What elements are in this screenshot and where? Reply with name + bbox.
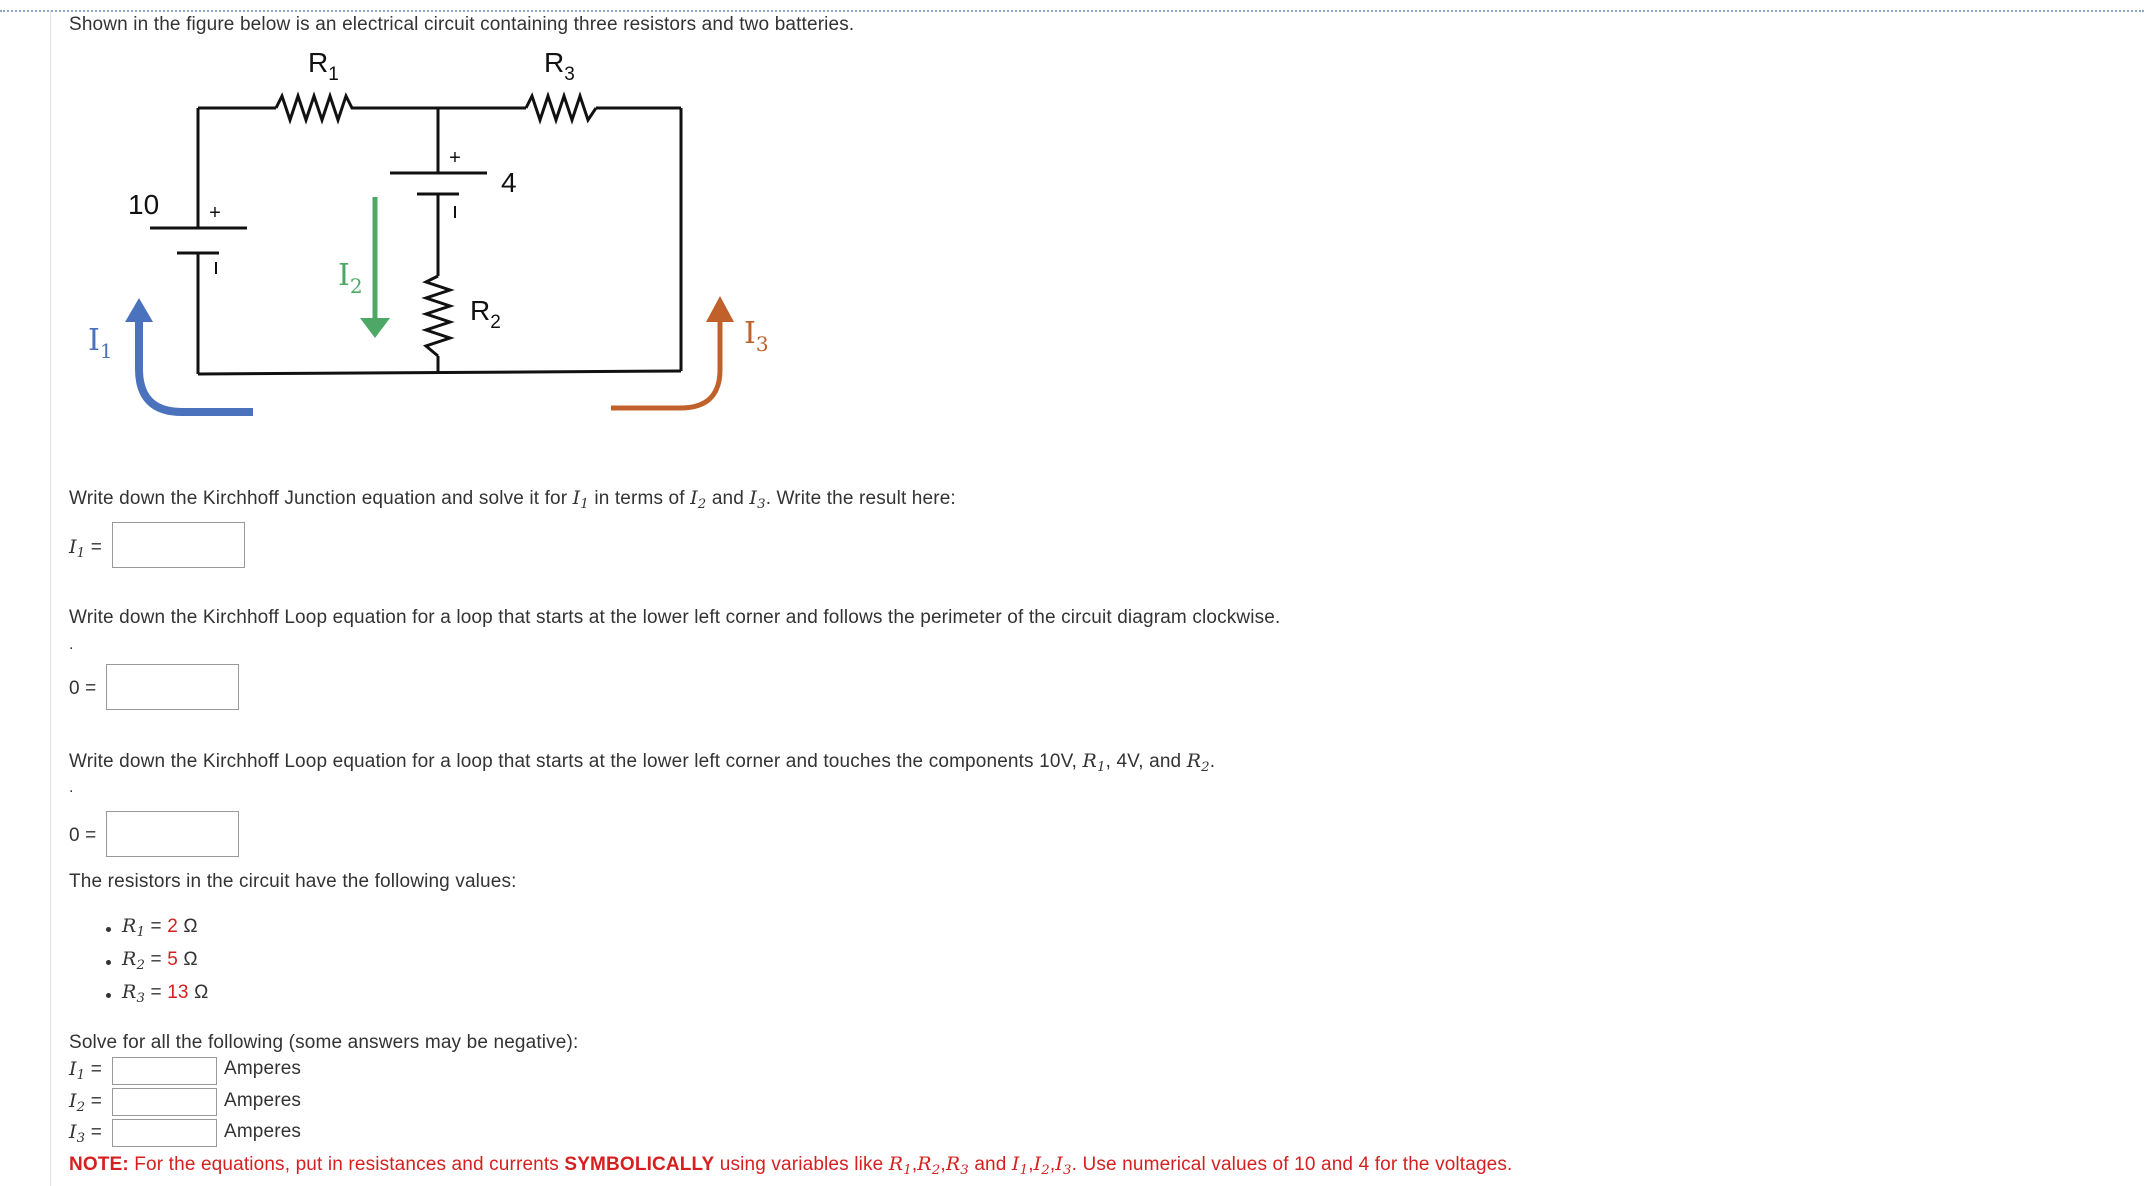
intro-text: Shown in the figure below is an electrical circuit containing three resistors and two batteries.	[69, 14, 855, 35]
resistor-r1-symbol	[276, 96, 360, 120]
q3-answer-input[interactable]	[106, 811, 239, 857]
label-i3: $I_3$	[744, 316, 769, 356]
current-i3-arrow	[611, 296, 734, 408]
resistor-value-r3: $R_3 = 13$ Ω	[122, 981, 209, 1006]
solve-label-i2: $I_2$ =	[69, 1090, 102, 1115]
q3-dot: .	[69, 779, 74, 796]
label-battery-4: 4	[501, 167, 517, 198]
q2-dot: .	[69, 636, 74, 653]
label-r3: $R_3$	[544, 47, 575, 85]
note-text: NOTE: For the equations, put in resistances and currents SYMBOLICALLY using variables like $R_1,R_2,R_3$ and $I_1,I_2,I_3$. Use numerical values of 10 and 4 for the voltages.	[69, 1153, 1513, 1178]
bullet	[106, 960, 111, 965]
q1-prompt: Write down the Kirchhoff Junction equation and solve it for $I_1$ in terms of $I_2$ and $I_3$. Write the result here:	[69, 487, 956, 512]
label-i1: $I_1$	[88, 323, 113, 363]
solve-unit-i2: Amperes	[224, 1090, 302, 1111]
solve-unit-i3: Amperes	[224, 1121, 302, 1142]
solve-label-i3: $I_3$ =	[69, 1121, 102, 1146]
resistor-value-r1: $R_1 = 2$ Ω	[122, 915, 198, 940]
solve-i2-input[interactable]	[112, 1088, 217, 1116]
resistor-r2-symbol	[426, 276, 450, 356]
label-battery-10: 10	[128, 189, 160, 220]
q2-answer-input[interactable]	[106, 664, 239, 710]
plus-sign-mid: +	[449, 147, 461, 169]
resistor-r3-symbol	[526, 96, 596, 120]
solve-heading: Solve for all the following (some answers may be negative):	[69, 1032, 579, 1053]
q2-label: 0 =	[69, 678, 97, 699]
label-r1: $R_1$	[308, 47, 339, 85]
plus-sign-left: +	[209, 202, 221, 224]
current-i2-arrow	[360, 197, 390, 338]
q3-label: 0 =	[69, 825, 97, 846]
solve-unit-i1: Amperes	[224, 1058, 302, 1079]
bullet	[106, 927, 111, 932]
label-i2: $I_2$	[338, 258, 363, 298]
resistor-value-r2: $R_2 = 5$ Ω	[122, 948, 198, 973]
q2-prompt: Write down the Kirchhoff Loop equation for a loop that starts at the lower left corner and follows the perimeter of the circuit diagram clockwise.	[69, 607, 1281, 628]
q3-prompt: Write down the Kirchhoff Loop equation for a loop that starts at the lower left corner and touches the components 10V, $R_1$, 4V, and $R_2$.	[69, 750, 1216, 775]
solve-i3-input[interactable]	[112, 1119, 217, 1147]
label-r2: $R_2$	[470, 295, 501, 333]
q1-answer-input[interactable]	[112, 522, 245, 568]
current-i1-arrow	[125, 298, 253, 412]
resistors-heading: The resistors in the circuit have the following values:	[69, 871, 517, 892]
bullet	[106, 993, 111, 998]
solve-label-i1: $I_1$ =	[69, 1058, 102, 1083]
solve-i1-input[interactable]	[112, 1057, 217, 1085]
circuit-diagram	[0, 0, 800, 440]
q1-label: $I_1$ =	[69, 536, 102, 561]
